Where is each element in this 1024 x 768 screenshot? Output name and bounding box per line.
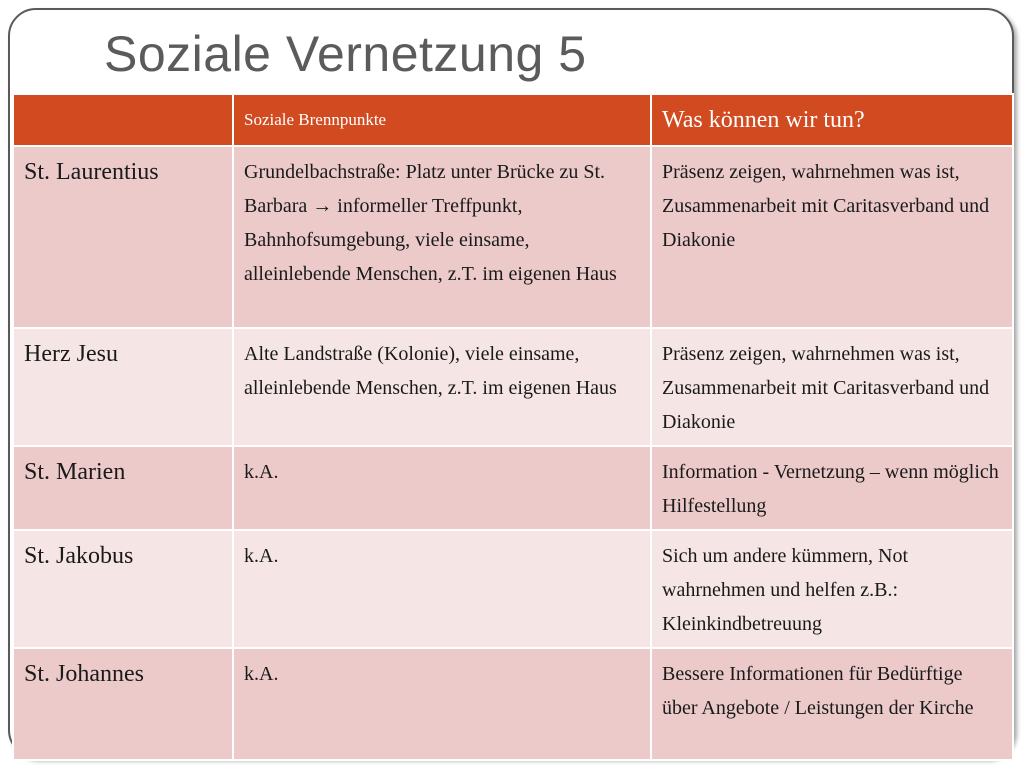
table-row xyxy=(13,328,1013,446)
table-row xyxy=(13,648,1013,760)
table-row xyxy=(13,446,1013,530)
massnahmen-cell: Präsenz zeigen, wahrnehmen was ist, Zusammenarbeit mit Caritasverband und Diakonie xyxy=(651,146,1013,328)
brennpunkte-cell: k.A. xyxy=(233,530,651,648)
header-soziale-brennpunkte: Soziale Brennpunkte xyxy=(233,94,651,146)
massnahmen-cell: Sich um andere kümmern, Not wahrnehmen und helfen z.B.: Kleinkindbetreuung xyxy=(651,530,1013,648)
parish-table xyxy=(12,93,1014,761)
parish-name: St. Laurentius xyxy=(13,146,233,328)
parish-name: St. Jakobus xyxy=(13,530,233,648)
parish-name: Herz Jesu xyxy=(13,328,233,446)
table-row xyxy=(13,530,1013,648)
table-row xyxy=(13,146,1013,328)
massnahmen-cell: Präsenz zeigen, wahrnehmen was ist, Zusammenarbeit mit Caritasverband und Diakonie xyxy=(651,328,1013,446)
brennpunkte-cell: k.A. xyxy=(233,648,651,760)
table-header-row xyxy=(13,94,1013,146)
slide-title: Soziale Vernetzung 5 xyxy=(104,26,587,82)
massnahmen-cell: Information - Vernetzung – wenn möglich Hilfestellung xyxy=(651,446,1013,530)
parish-name: St. Marien xyxy=(13,446,233,530)
header-was-koennen-wir-tun: Was können wir tun? xyxy=(651,94,1013,146)
massnahmen-cell: Bessere Informationen für Bedürftige über Angebote / Leistungen der Kirche xyxy=(651,648,1013,760)
brennpunkte-cell: Grundelbachstraße: Platz unter Brücke zu St. Barbara → informeller Treffpunkt, Bahnhofsumgebung, viele einsame, alleinlebende Menschen, z.T. im eigenen Haus xyxy=(233,146,651,328)
brennpunkte-cell: k.A. xyxy=(233,446,651,530)
header-cell-empty xyxy=(13,94,233,146)
parish-name: St. Johannes xyxy=(13,648,233,760)
brennpunkte-cell: Alte Landstraße (Kolonie), viele einsame, alleinlebende Menschen, z.T. im eigenen Haus xyxy=(233,328,651,446)
